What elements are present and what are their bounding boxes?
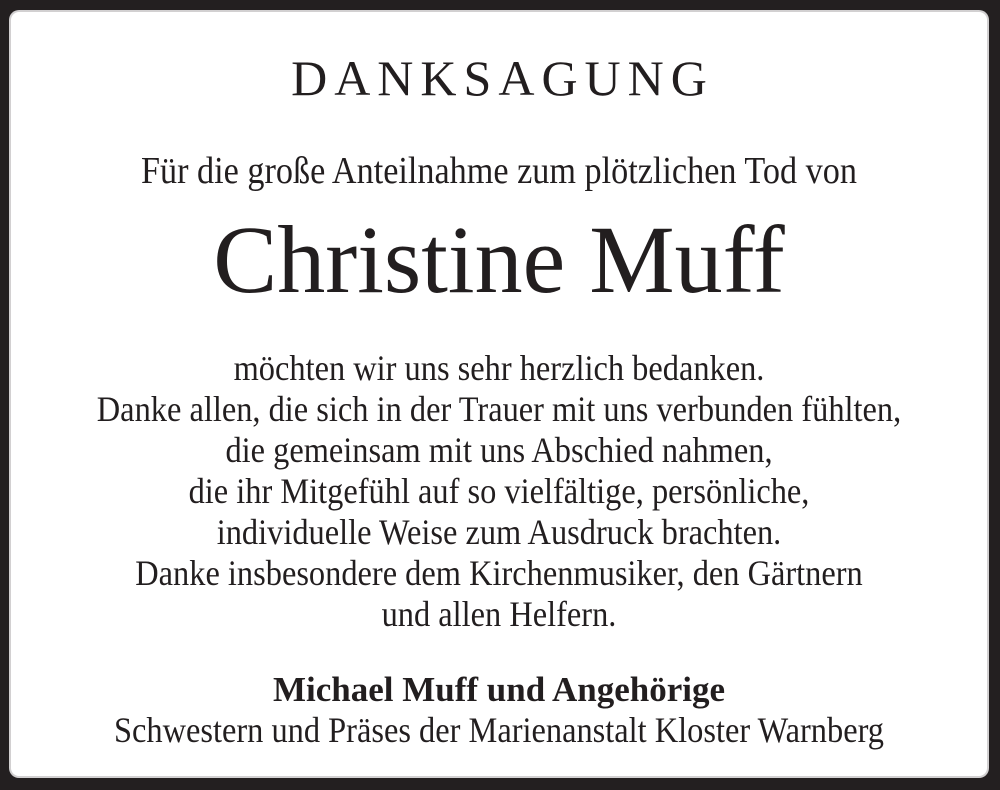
thanks-line-1: möchten wir uns sehr herzlich bedanken. [233, 347, 765, 388]
thanks-line-5: individuelle Weise zum Ausdruck brachten. [216, 511, 782, 552]
deceased-name: Christine Muff [213, 205, 785, 313]
thanks-line-3: die gemeinsam mit uns Abschied nahmen, [225, 429, 773, 470]
thanks-line-4: die ihr Mitgefühl auf so vielfältige, persönliche, [188, 470, 810, 511]
signature-family: Michael Muff und Angehörige [272, 669, 726, 709]
obituary-card [11, 12, 987, 776]
intro-line: Für die große Anteilnahme zum plötzlichen Tod von [140, 150, 857, 192]
thanks-text [11, 348, 987, 635]
notice-type-heading: DANKSAGUNG [291, 50, 714, 106]
signature-institution: Schwestern und Präses der Marienanstalt Kloster Warnberg [113, 709, 884, 750]
thanks-line-7: und allen Helfern. [381, 593, 617, 634]
signature-block [11, 669, 987, 751]
thanks-line-6: Danke insbesondere dem Kirchenmusiker, den Gärtnern [135, 552, 863, 593]
thanks-line-2: Danke allen, die sich in der Trauer mit uns verbunden fühlten, [96, 388, 902, 429]
